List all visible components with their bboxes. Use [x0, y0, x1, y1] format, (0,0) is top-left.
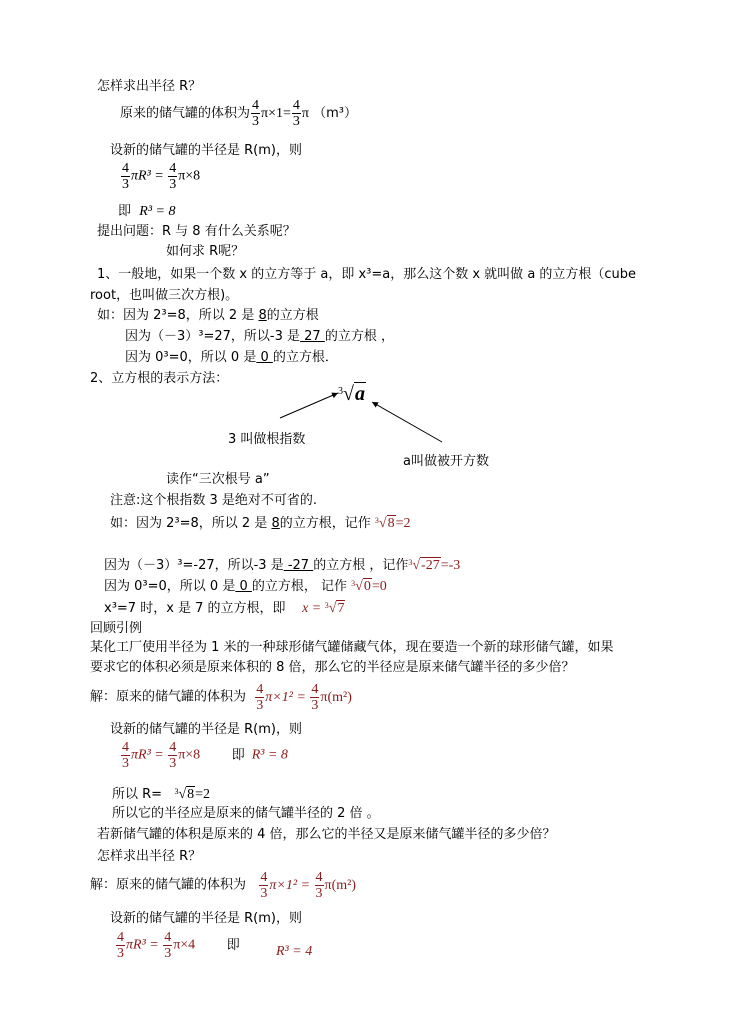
question-four-times: 若新储气罐的体积是原来的 4 倍，那么它的半径又是原来储气罐半径的多少倍？	[97, 827, 556, 842]
example-5: 因为（－3）³=-27，所以-3 是 -27 的立方根 ，记作$^3$√-27=-3	[104, 558, 461, 573]
question-how-radius-2: 怎样求出半径 R？	[97, 849, 202, 864]
example-6: 因为 0³=0，所以 0 是 0 的立方根， 记作 $^3$√0=0	[104, 579, 387, 594]
equation-r3-2: $\frac{4}{3}$ πR³ = $\frac{4}{3}$ π×8 即 R³ = 8	[122, 740, 288, 771]
solution-volume-2: 解：原来的储气罐的体积为 $\frac{4}{3}$ π×1² = $\frac{4}{3}$ π(m²)	[90, 870, 357, 901]
read-as: 读作“三次根号 a”	[166, 472, 270, 487]
set-new-radius-2: 设新的储气罐的半径是 R(m)，则	[110, 722, 302, 737]
so-r-equals: 所以 R= $^3$√8=2	[112, 787, 211, 802]
fraction-4-3: $\frac{4}{3}$	[122, 161, 129, 192]
set-new-radius-3: 设新的储气罐的半径是 R(m)，则	[110, 911, 302, 926]
example-3: 因为 0³=0，所以 0 是 0 的立方根．	[125, 350, 338, 365]
label-radicand: a叫做被开方数	[403, 454, 489, 469]
fraction-4-3: $\frac{4}{3}$	[169, 161, 177, 192]
equation-r3: $\frac{4}{3}$ πR³ = $\frac{4}{3}$ π×8	[122, 161, 201, 192]
x-equals-cube-root-7: x = $^3$√7	[302, 601, 345, 616]
problem-line-1: 某化工厂使用半径为 1 米的一种球形储气罐储藏气体，现在要造一个新的球形储气罐，如果	[90, 640, 614, 655]
r3-equals-4: R³ = 4	[276, 944, 313, 959]
cube-root-neg27: $^3$√-27=-3	[408, 558, 461, 573]
solution-volume: 解：原来的储气罐的体积为 $\frac{4}{3}$ π×1² = $\frac{4}{3}$ π(m²)	[90, 682, 352, 713]
example-2: 因为（－3）³=27，所以-3 是 27 的立方根 ，	[125, 329, 394, 344]
pi-times-1: π×1=	[261, 106, 291, 121]
cube-root-a-symbol: $^3$√a	[338, 383, 365, 405]
example-7: x³=7 时，x 是 7 的立方根，即 x = $^3$√7	[104, 601, 345, 616]
unit-cubic-meter: （m³）	[313, 106, 357, 121]
fraction-4-3: $\frac{4}{3}$	[292, 98, 300, 129]
original-volume-line	[120, 98, 357, 129]
arrow-to-radicand	[372, 402, 442, 442]
example-4: 如：因为 2³=8，所以 2 是 8的立方根，记作 $^3$√8=2	[110, 516, 411, 531]
r3-equals-8: 即 R³ = 8	[118, 204, 176, 219]
example-1: 如：因为 2³=8，所以 2 是 8的立方根	[97, 308, 319, 323]
notation-title: 2、立方根的表示方法：	[90, 371, 229, 386]
pi-symbol: π	[301, 106, 309, 121]
cube-root-0: $^3$√0=0	[351, 579, 387, 594]
set-new-radius: 设新的储气罐的半径是 R(m)，则	[110, 143, 302, 158]
definition-line-1: 1、一般地，如果一个数 x 的立方等于 a，即 x³=a，那么这个数 x 就叫做 a 的立方根（cube	[97, 267, 637, 282]
label-root-index: 3 叫做根指数	[228, 432, 306, 447]
cube-root-8: $^3$√8=2	[374, 516, 411, 531]
problem-line-2: 要求它的体积必须是原来体积的 8 倍，那么它的半径应是原来储气罐半径的多少倍？	[90, 660, 575, 675]
fraction-4-3: $\frac{4}{3}$	[252, 98, 260, 129]
how-find-r: 如何求 R呢？	[166, 244, 245, 259]
conclusion: 所以它的半径应是原来的储气罐半径的 2 倍 。	[112, 806, 380, 821]
review-heading: 回顾引例	[90, 621, 143, 636]
text: 原来的储气罐的体积为	[120, 106, 251, 121]
equation-r3-3: $\frac{4}{3}$ πR³ = $\frac{4}{3}$ π×4 即	[117, 930, 240, 961]
definition-line-2: root，也叫做三次方根)。	[90, 288, 239, 303]
note: 注意:这个根指数 3 是绝对不可省的.	[110, 493, 318, 508]
arrow-to-index	[280, 393, 338, 418]
raise-question: 提出问题：R 与 8 有什么关系呢？	[97, 224, 296, 239]
question-how-radius: 怎样求出半径 R？	[97, 79, 202, 94]
